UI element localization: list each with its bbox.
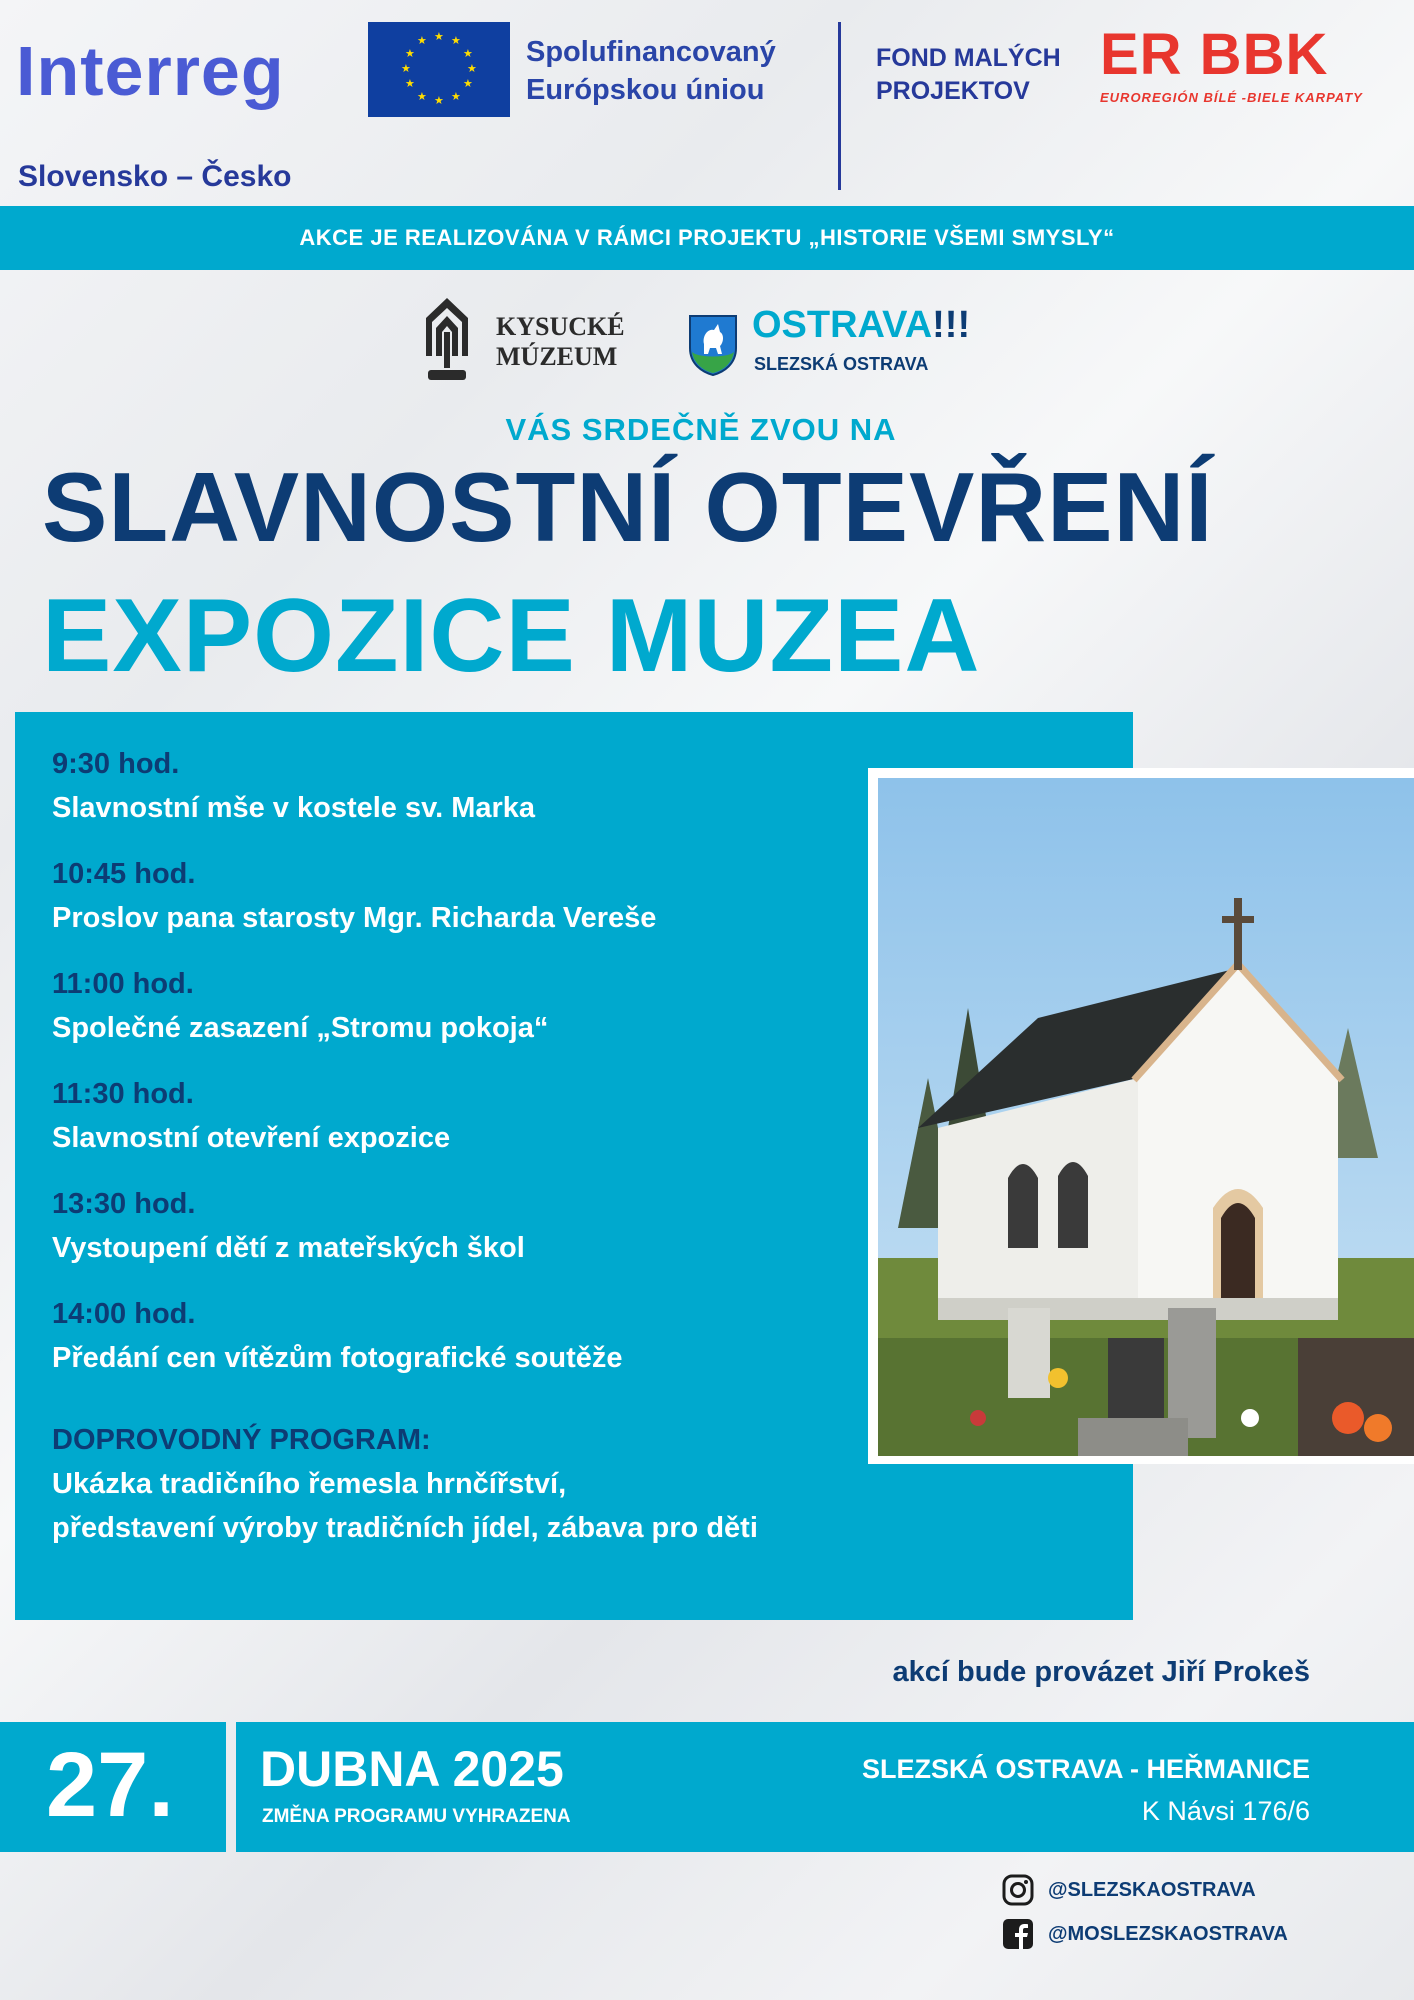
facebook-handle[interactable]: @MOSLEZSKAOSTRAVA	[1048, 1922, 1288, 1945]
event-day: 27.	[46, 1734, 174, 1836]
program-item	[52, 742, 832, 830]
main-title-line2: EXPOZICE MUZEA	[42, 578, 981, 694]
eu-text-line2: Európskou úniou	[526, 73, 765, 106]
kysucke-line2: MÚZEUM	[496, 341, 618, 371]
event-month-year: DUBNA 2025	[260, 1741, 564, 1797]
kysucke-muzeum-icon	[422, 296, 472, 382]
kysucke-muzeum-text	[496, 312, 625, 372]
program-desc: Slavnostní otevření expozice	[52, 1122, 451, 1154]
facebook-link[interactable]	[1002, 1918, 1288, 1950]
program-desc: Předání cen vítězům fotografické soutěže	[52, 1342, 623, 1374]
ostrava-exclamation: !!!	[932, 304, 971, 346]
fond-line2: PROJEKTOV	[876, 76, 1030, 105]
program-desc: Proslov pana starosty Mgr. Richarda Vereše	[52, 902, 657, 934]
program-item	[52, 1182, 832, 1270]
kysucke-line1: KYSUCKÉ	[496, 312, 625, 341]
erbbk-logo: ER BBK	[1100, 22, 1329, 87]
program-time: 10:45 hod.	[52, 858, 196, 890]
program-time: 11:00 hod.	[52, 968, 194, 1000]
project-band: AKCE JE REALIZOVÁNA V RÁMCI PROJEKTU „HISTORIE VŠEMI SMYSLY“	[0, 206, 1414, 270]
program-time: 13:30 hod.	[52, 1188, 196, 1220]
program-time: 14:00 hod.	[52, 1298, 196, 1330]
chapel-illustration	[878, 778, 1414, 1456]
erbbk-subtitle: EUROREGIÓN BÍLÉ -BIELE KARPATY	[1100, 90, 1363, 105]
main-title-line1: SLAVNOSTNÍ OTEVŘENÍ	[42, 452, 1214, 562]
interreg-logo: Interreg	[16, 32, 285, 110]
instagram-link[interactable]	[1002, 1874, 1256, 1906]
facebook-icon	[1002, 1918, 1034, 1950]
accompanying-title: DOPROVODNÝ PROGRAM:	[52, 1424, 431, 1456]
program-item	[52, 852, 832, 940]
program-item	[52, 962, 832, 1050]
instagram-handle[interactable]: @SLEZSKAOSTRAVA	[1048, 1878, 1256, 1901]
fond-text	[876, 42, 1061, 107]
accompanying-line2: představení výroby tradičních jídel, zábava pro děti	[52, 1512, 758, 1544]
instagram-icon	[1002, 1874, 1034, 1906]
program-time: 9:30 hod.	[52, 748, 180, 780]
accompanying-line1: Ukázka tradičního řemesla hrnčířství,	[52, 1468, 567, 1500]
eu-flag-icon: ★ ★ ★ ★ ★ ★ ★ ★ ★ ★ ★ ★	[368, 22, 510, 117]
ostrava-name: OSTRAVA	[752, 304, 933, 346]
program-item	[52, 1072, 832, 1160]
ostrava-shield-icon	[688, 314, 738, 376]
program-desc: Společné zasazení „Stromu pokoja“	[52, 1012, 549, 1044]
interreg-region: Slovensko – Česko	[18, 160, 292, 193]
eu-cofinanced-text	[526, 34, 776, 109]
event-place: SLEZSKÁ OSTRAVA - HEŘMANICE	[861, 1754, 1310, 1784]
host-line: akcí bude provázet Jiří Prokeš	[892, 1656, 1310, 1688]
event-address: K Návsi 176/6	[1141, 1796, 1310, 1826]
program-change-note: ZMĚNA PROGRAMU VYHRAZENA	[262, 1806, 571, 1827]
eu-text-line1: Spolufinancovaný	[526, 36, 776, 68]
program-list	[52, 742, 832, 1550]
accompanying-program	[52, 1418, 832, 1550]
program-item	[52, 1292, 832, 1380]
program-desc: Slavnostní mše v kostele sv. Marka	[52, 792, 536, 824]
invite-line: VÁS SRDEČNĚ ZVOU NA	[505, 412, 897, 447]
program-time: 11:30 hod.	[52, 1078, 194, 1110]
ostrava-subtitle: SLEZSKÁ OSTRAVA	[754, 354, 929, 374]
header-divider	[838, 22, 841, 190]
program-desc: Vystoupení dětí z mateřských škol	[52, 1232, 525, 1264]
ostrava-title	[752, 306, 970, 344]
chapel-photo	[868, 768, 1414, 1464]
fond-line1: FOND MALÝCH	[876, 44, 1061, 72]
